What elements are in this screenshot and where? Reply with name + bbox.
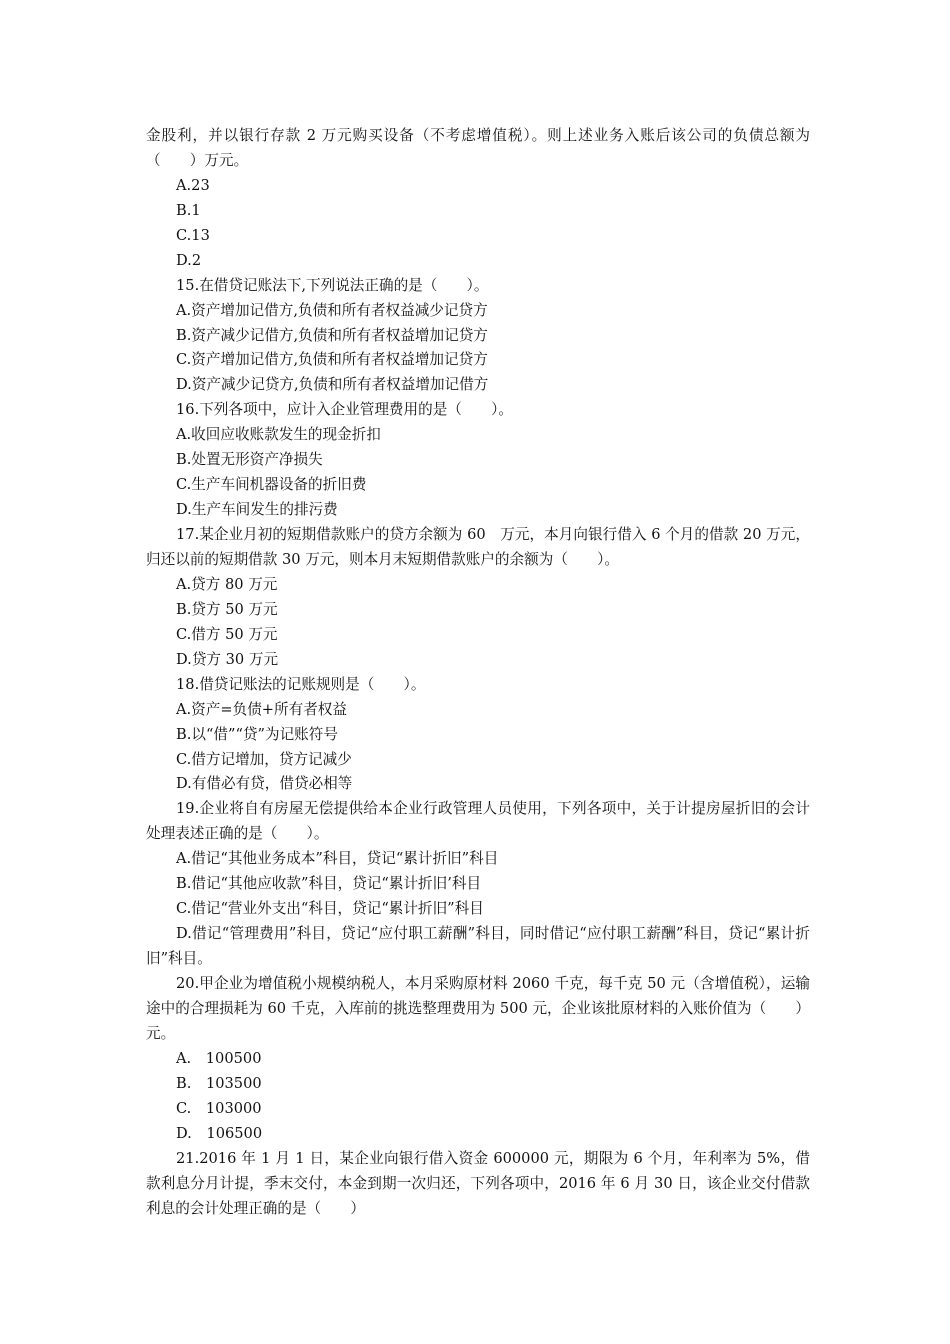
option-b: B.贷方 50 万元 (176, 600, 278, 618)
option-a: A.资产增加记借方,负债和所有者权益减少记贷方 (176, 301, 488, 319)
question-text: 15.在借贷记账法下,下列说法正确的是（ ）。 (176, 276, 489, 294)
option-d: D.借记“管理费用”科目，贷记“应付职工薪酬”科目，同时借记“应付职工薪酬”科目，贷记“累计折旧”科目。 (146, 925, 810, 968)
question-text: 19.企业将自有房屋无偿提供给本企业行政管理人员使用，下列各项中，关于计提房屋折旧的会计处理表述正确的是（ ）。 (146, 800, 810, 843)
option-c: C. 103000 (176, 1099, 262, 1117)
question-text: 20.甲企业为增值税小规模纳税人，本月采购原材料 2060 千克，每千克 50 元（含增值税），运输途中的合理损耗为 60 千克，入库前的挑选整理费用为 500 元，企业该批原材料的入账价值为（ ）元。 (146, 975, 810, 1042)
option-d: D.2 (176, 251, 202, 269)
option-b: B.1 (176, 201, 201, 219)
question-text: 金股利，并以银行存款 2 万元购买设备（不考虑增值税）。则上述业务入账后该公司的负债总额为（ ）万元。 (146, 127, 810, 169)
question-15 (146, 274, 810, 399)
option-c: C.13 (176, 226, 210, 244)
option-d: D.贷方 30 万元 (176, 650, 279, 668)
option-b: B. 103500 (176, 1074, 262, 1092)
question-text: 16.下列各项中，应计入企业管理费用的是（ ）。 (176, 401, 513, 419)
question-17 (146, 523, 810, 673)
option-a: A.收回应收账款发生的现金折扣 (176, 426, 381, 444)
option-b: B.资产减少记借方,负债和所有者权益增加记贷方 (176, 326, 488, 344)
option-b: B.以“借”“贷”为记账符号 (176, 725, 338, 743)
option-b: B.处置无形资产净损失 (176, 451, 323, 469)
question-14-continuation (146, 124, 810, 274)
question-21 (146, 1147, 810, 1222)
question-text: 17.某企业月初的短期借款账户的贷方余额为 60 万元，本月向银行借入 6 个月的借款 20 万元，归还以前的短期借款 30 万元，则本月末短期借款账户的余额为（ ）。 (146, 526, 810, 568)
document-body (146, 124, 810, 1221)
option-a: A.贷方 80 万元 (176, 575, 278, 593)
option-c: C.借方记增加，贷方记减少 (176, 750, 352, 768)
option-a: A. 100500 (176, 1049, 262, 1067)
option-c: C.借记“营业外支出“科目，贷记“累计折旧”科目 (176, 900, 484, 918)
option-d: D. 106500 (176, 1124, 263, 1142)
question-text: 18.借贷记账法的记账规则是（ ）。 (176, 675, 426, 693)
option-c: C.生产车间机器设备的折旧费 (176, 476, 367, 494)
question-text: 21.2016 年 1 月 1 日，某企业向银行借入资金 600000 元，期限为 6 个月，年利率为 5%，借款利息分月计提，季末交付，本金到期一次归还，下列各项中，2016 年 6 月 30 日，该企业交付借款利息的会计处理正确的是（ ） (146, 1149, 810, 1217)
option-d: D.有借必有贷，借贷必相等 (176, 775, 353, 793)
question-20 (146, 972, 810, 1147)
question-16 (146, 398, 810, 523)
question-19 (146, 797, 810, 972)
question-18 (146, 673, 810, 798)
option-a: A.借记“其他业务成本”科目，贷记“累计折旧”科目 (176, 850, 499, 868)
option-c: C.借方 50 万元 (176, 625, 278, 643)
option-c: C.资产增加记借方,负债和所有者权益增加记贷方 (176, 351, 488, 369)
option-a: A.23 (176, 176, 210, 194)
option-b: B.借记“其他应收款”科目，贷记“累计折旧’科目 (176, 875, 482, 893)
option-d: D.资产减少记贷方,负债和所有者权益增加记借方 (176, 376, 489, 394)
option-a: A.资产=负债+所有者权益 (176, 700, 347, 718)
option-d: D.生产车间发生的排污费 (176, 501, 338, 519)
